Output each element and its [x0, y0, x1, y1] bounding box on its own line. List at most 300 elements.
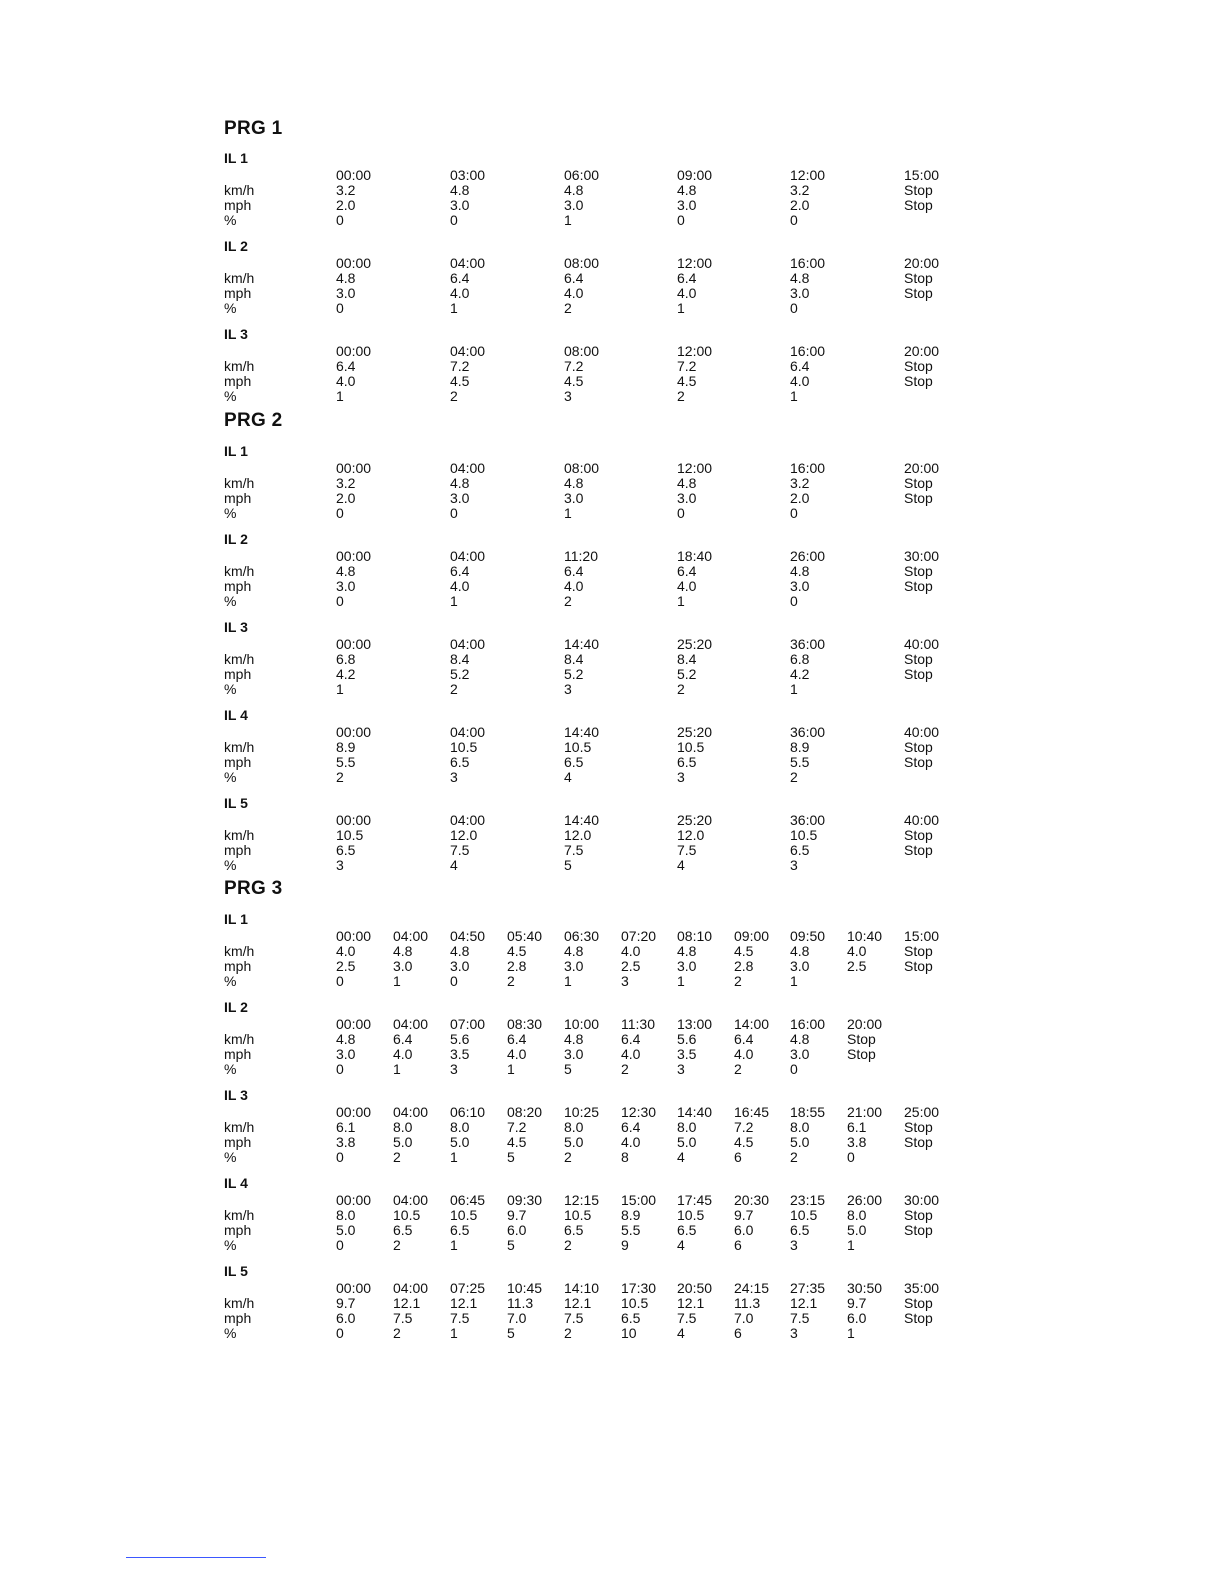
- intensity-level-block: [224, 999, 984, 1087]
- kmh-cell: Stop: [904, 739, 933, 755]
- kmh-cell: 12.1: [393, 1295, 421, 1311]
- row-label: km/h: [224, 563, 255, 579]
- incline-cell: 4: [677, 857, 685, 873]
- mph-cell: 6.0: [734, 1222, 754, 1238]
- mph-cell: 6.5: [790, 1222, 810, 1238]
- incline-cell: 6: [734, 1237, 742, 1253]
- time-cell: 07:20: [621, 928, 657, 944]
- incline-cell: 0: [450, 212, 458, 228]
- kmh-cell: 4.8: [336, 1031, 356, 1047]
- row-label: %: [224, 1237, 237, 1253]
- incline-cell: 4: [677, 1149, 685, 1165]
- kmh-cell: 4.0: [621, 943, 641, 959]
- time-cell: 10:45: [507, 1280, 543, 1296]
- time-cell: 04:00: [450, 343, 486, 359]
- time-cell: 16:00: [790, 460, 826, 476]
- incline-cell: 1: [847, 1237, 855, 1253]
- mph-cell: 4.0: [734, 1046, 754, 1062]
- kmh-cell: 4.5: [507, 943, 527, 959]
- mph-cell: 4.0: [336, 373, 356, 389]
- intensity-level-block: [224, 795, 984, 883]
- time-cell: 04:00: [450, 460, 486, 476]
- kmh-cell: 11.3: [507, 1295, 534, 1311]
- incline-cell: 9: [621, 1237, 629, 1253]
- time-cell: 15:00: [904, 928, 940, 944]
- kmh-cell: 8.9: [790, 739, 810, 755]
- incline-cell: 1: [790, 388, 798, 404]
- intensity-level-block: [224, 707, 984, 795]
- mph-cell: 4.5: [507, 1134, 527, 1150]
- incline-cell: 3: [336, 857, 344, 873]
- kmh-cell: 6.8: [336, 651, 356, 667]
- time-cell: 25:20: [677, 636, 713, 652]
- time-cell: 09:50: [790, 928, 826, 944]
- kmh-cell: 4.8: [790, 563, 810, 579]
- time-cell: 08:00: [564, 460, 600, 476]
- incline-cell: 0: [336, 1325, 344, 1341]
- time-cell: 08:00: [564, 343, 600, 359]
- time-cell: 13:00: [677, 1016, 713, 1032]
- kmh-cell: 4.8: [790, 943, 810, 959]
- row-label: km/h: [224, 827, 255, 843]
- level-title: IL 1: [224, 911, 248, 927]
- incline-cell: 2: [734, 1061, 742, 1077]
- kmh-cell: Stop: [904, 1119, 933, 1135]
- time-cell: 00:00: [336, 548, 372, 564]
- mph-cell: 3.0: [450, 197, 470, 213]
- kmh-cell: Stop: [904, 943, 933, 959]
- mph-cell: Stop: [904, 754, 933, 770]
- kmh-cell: 4.8: [790, 1031, 810, 1047]
- kmh-cell: 4.5: [734, 943, 754, 959]
- incline-cell: 0: [336, 212, 344, 228]
- mph-cell: 3.5: [450, 1046, 470, 1062]
- mph-cell: 3.0: [450, 490, 470, 506]
- time-cell: 00:00: [336, 1192, 372, 1208]
- time-cell: 06:10: [450, 1104, 486, 1120]
- mph-cell: 4.0: [450, 285, 470, 301]
- mph-cell: Stop: [904, 285, 933, 301]
- incline-cell: 1: [393, 1061, 401, 1077]
- kmh-cell: 6.4: [507, 1031, 527, 1047]
- row-label: %: [224, 505, 237, 521]
- mph-cell: 6.5: [450, 754, 470, 770]
- kmh-cell: 10.5: [790, 1207, 818, 1223]
- incline-cell: 1: [564, 212, 572, 228]
- time-cell: 00:00: [336, 724, 372, 740]
- incline-cell: 2: [393, 1325, 401, 1341]
- time-cell: 15:00: [621, 1192, 657, 1208]
- mph-cell: 3.0: [564, 490, 584, 506]
- row-label: mph: [224, 842, 252, 858]
- time-cell: 08:10: [677, 928, 713, 944]
- mph-cell: 7.5: [790, 1310, 810, 1326]
- kmh-cell: 9.7: [336, 1295, 356, 1311]
- mph-cell: 3.0: [790, 1046, 810, 1062]
- incline-cell: 0: [336, 300, 344, 316]
- time-cell: 03:00: [450, 167, 486, 183]
- kmh-cell: 7.2: [507, 1119, 527, 1135]
- time-cell: 18:55: [790, 1104, 826, 1120]
- kmh-cell: 10.5: [564, 1207, 592, 1223]
- kmh-cell: 3.2: [790, 475, 810, 491]
- mph-cell: 2.0: [790, 197, 810, 213]
- time-cell: 06:30: [564, 928, 600, 944]
- row-label: km/h: [224, 270, 255, 286]
- kmh-cell: 6.1: [847, 1119, 867, 1135]
- time-cell: 18:40: [677, 548, 713, 564]
- time-cell: 12:30: [621, 1104, 657, 1120]
- mph-cell: Stop: [904, 1222, 933, 1238]
- level-title: IL 2: [224, 238, 248, 254]
- kmh-cell: Stop: [904, 182, 933, 198]
- incline-cell: 5: [507, 1237, 515, 1253]
- mph-cell: 4.0: [564, 285, 584, 301]
- time-cell: 24:15: [734, 1280, 770, 1296]
- level-title: IL 3: [224, 326, 248, 342]
- kmh-cell: Stop: [904, 651, 933, 667]
- time-cell: 14:00: [734, 1016, 770, 1032]
- kmh-cell: 4.8: [450, 475, 470, 491]
- row-label: %: [224, 973, 237, 989]
- time-cell: 12:00: [677, 255, 713, 271]
- time-cell: 20:00: [904, 343, 940, 359]
- kmh-cell: 8.9: [336, 739, 356, 755]
- mph-cell: 3.0: [336, 1046, 356, 1062]
- row-label: %: [224, 212, 237, 228]
- time-cell: 14:10: [564, 1280, 600, 1296]
- time-cell: 10:25: [564, 1104, 600, 1120]
- incline-cell: 4: [677, 1325, 685, 1341]
- time-cell: 27:35: [790, 1280, 826, 1296]
- mph-cell: 6.5: [790, 842, 810, 858]
- incline-cell: 5: [564, 1061, 572, 1077]
- time-cell: 00:00: [336, 928, 372, 944]
- row-label: %: [224, 857, 237, 873]
- kmh-cell: 8.4: [677, 651, 697, 667]
- kmh-cell: 6.4: [393, 1031, 413, 1047]
- mph-cell: 2.0: [336, 197, 356, 213]
- kmh-cell: 10.5: [450, 1207, 478, 1223]
- level-title: IL 2: [224, 999, 248, 1015]
- time-cell: 04:00: [393, 1280, 429, 1296]
- incline-cell: 2: [790, 769, 798, 785]
- incline-cell: 8: [621, 1149, 629, 1165]
- mph-cell: 4.0: [393, 1046, 413, 1062]
- incline-cell: 1: [790, 973, 798, 989]
- incline-cell: 0: [790, 1061, 798, 1077]
- kmh-cell: 8.0: [564, 1119, 584, 1135]
- incline-cell: 4: [450, 857, 458, 873]
- mph-cell: 2.8: [507, 958, 527, 974]
- incline-cell: 0: [790, 593, 798, 609]
- intensity-level-block: [224, 619, 984, 707]
- time-cell: 14:40: [564, 636, 600, 652]
- incline-cell: 0: [677, 212, 685, 228]
- kmh-cell: 4.0: [847, 943, 867, 959]
- incline-cell: 2: [564, 1237, 572, 1253]
- kmh-cell: 10.5: [564, 739, 592, 755]
- time-cell: 20:50: [677, 1280, 713, 1296]
- kmh-cell: 8.9: [621, 1207, 641, 1223]
- footer-link-underline: [126, 1557, 266, 1558]
- program-title: PRG 1: [224, 118, 283, 139]
- kmh-cell: 6.4: [564, 563, 584, 579]
- row-label: mph: [224, 1046, 252, 1062]
- time-cell: 40:00: [904, 724, 940, 740]
- incline-cell: 1: [564, 973, 572, 989]
- mph-cell: 2.5: [621, 958, 641, 974]
- kmh-cell: 9.7: [507, 1207, 527, 1223]
- mph-cell: 4.5: [734, 1134, 754, 1150]
- mph-cell: 5.0: [336, 1222, 356, 1238]
- kmh-cell: 4.8: [393, 943, 413, 959]
- time-cell: 08:00: [564, 255, 600, 271]
- mph-cell: 7.5: [564, 1310, 584, 1326]
- mph-cell: 2.5: [336, 958, 356, 974]
- kmh-cell: 10.5: [336, 827, 364, 843]
- kmh-cell: 7.2: [450, 358, 470, 374]
- mph-cell: 4.5: [450, 373, 470, 389]
- incline-cell: 5: [507, 1149, 515, 1165]
- time-cell: 15:00: [904, 167, 940, 183]
- kmh-cell: 6.4: [336, 358, 356, 374]
- incline-cell: 0: [790, 300, 798, 316]
- time-cell: 26:00: [847, 1192, 883, 1208]
- kmh-cell: 6.4: [621, 1119, 641, 1135]
- time-cell: 36:00: [790, 636, 826, 652]
- time-cell: 06:00: [564, 167, 600, 183]
- time-cell: 21:00: [847, 1104, 883, 1120]
- mph-cell: 4.0: [564, 578, 584, 594]
- mph-cell: Stop: [847, 1046, 876, 1062]
- time-cell: 04:00: [393, 1192, 429, 1208]
- level-title: IL 4: [224, 707, 248, 723]
- time-cell: 04:00: [450, 812, 486, 828]
- row-label: mph: [224, 373, 252, 389]
- kmh-cell: 10.5: [450, 739, 478, 755]
- mph-cell: 4.0: [621, 1134, 641, 1150]
- incline-cell: 1: [450, 300, 458, 316]
- intensity-level-block: [224, 443, 984, 531]
- incline-cell: 2: [734, 973, 742, 989]
- kmh-cell: 10.5: [393, 1207, 421, 1223]
- level-title: IL 3: [224, 619, 248, 635]
- time-cell: 16:00: [790, 343, 826, 359]
- kmh-cell: 4.8: [677, 475, 697, 491]
- incline-cell: 2: [677, 388, 685, 404]
- time-cell: 04:00: [450, 636, 486, 652]
- incline-cell: 3: [450, 1061, 458, 1077]
- mph-cell: 4.0: [677, 578, 697, 594]
- kmh-cell: 12.1: [677, 1295, 705, 1311]
- mph-cell: 7.5: [393, 1310, 413, 1326]
- mph-cell: 5.0: [790, 1134, 810, 1150]
- incline-cell: 3: [450, 769, 458, 785]
- kmh-cell: 4.8: [790, 270, 810, 286]
- intensity-level-block: [224, 911, 984, 999]
- kmh-cell: Stop: [904, 358, 933, 374]
- kmh-cell: 12.0: [450, 827, 478, 843]
- time-cell: 23:15: [790, 1192, 826, 1208]
- time-cell: 30:50: [847, 1280, 883, 1296]
- program-title: PRG 3: [224, 878, 283, 899]
- kmh-cell: Stop: [904, 563, 933, 579]
- time-cell: 25:00: [904, 1104, 940, 1120]
- kmh-cell: 10.5: [677, 739, 705, 755]
- kmh-cell: Stop: [904, 475, 933, 491]
- incline-cell: 1: [450, 1237, 458, 1253]
- row-label: %: [224, 1061, 237, 1077]
- kmh-cell: 4.8: [336, 270, 356, 286]
- time-cell: 35:00: [904, 1280, 940, 1296]
- mph-cell: 3.8: [847, 1134, 867, 1150]
- mph-cell: 3.8: [336, 1134, 356, 1150]
- kmh-cell: Stop: [904, 270, 933, 286]
- mph-cell: 4.0: [677, 285, 697, 301]
- incline-cell: 5: [507, 1325, 515, 1341]
- incline-cell: 0: [450, 505, 458, 521]
- row-label: mph: [224, 490, 252, 506]
- kmh-cell: 10.5: [621, 1295, 649, 1311]
- level-title: IL 5: [224, 795, 248, 811]
- mph-cell: 5.0: [847, 1222, 867, 1238]
- incline-cell: 1: [564, 505, 572, 521]
- mph-cell: 7.5: [450, 842, 470, 858]
- kmh-cell: 12.0: [677, 827, 705, 843]
- kmh-cell: 5.6: [677, 1031, 697, 1047]
- mph-cell: 3.0: [790, 578, 810, 594]
- intensity-level-block: [224, 1087, 984, 1175]
- mph-cell: 3.0: [564, 958, 584, 974]
- mph-cell: Stop: [904, 197, 933, 213]
- incline-cell: 2: [564, 593, 572, 609]
- incline-cell: 3: [621, 973, 629, 989]
- kmh-cell: 12.0: [564, 827, 592, 843]
- kmh-cell: 8.0: [450, 1119, 470, 1135]
- incline-cell: 2: [450, 388, 458, 404]
- kmh-cell: Stop: [904, 1295, 933, 1311]
- row-label: mph: [224, 285, 252, 301]
- row-label: km/h: [224, 1295, 255, 1311]
- mph-cell: 3.0: [677, 490, 697, 506]
- kmh-cell: 6.4: [734, 1031, 754, 1047]
- kmh-cell: 4.8: [564, 182, 584, 198]
- mph-cell: 5.2: [450, 666, 470, 682]
- kmh-cell: 4.8: [336, 563, 356, 579]
- kmh-cell: 7.2: [677, 358, 697, 374]
- mph-cell: Stop: [904, 1134, 933, 1150]
- incline-cell: 10: [621, 1325, 637, 1341]
- intensity-level-block: [224, 1263, 984, 1351]
- kmh-cell: 6.1: [336, 1119, 356, 1135]
- time-cell: 10:40: [847, 928, 883, 944]
- time-cell: 26:00: [790, 548, 826, 564]
- row-label: %: [224, 1149, 237, 1165]
- mph-cell: Stop: [904, 666, 933, 682]
- time-cell: 16:00: [790, 1016, 826, 1032]
- time-cell: 09:00: [734, 928, 770, 944]
- kmh-cell: 8.0: [336, 1207, 356, 1223]
- intensity-level-block: [224, 531, 984, 619]
- time-cell: 40:00: [904, 812, 940, 828]
- kmh-cell: 4.8: [564, 1031, 584, 1047]
- time-cell: 04:00: [450, 724, 486, 740]
- kmh-cell: 11.3: [734, 1295, 761, 1311]
- mph-cell: 6.0: [847, 1310, 867, 1326]
- incline-cell: 0: [790, 212, 798, 228]
- incline-cell: 3: [564, 681, 572, 697]
- mph-cell: 6.5: [393, 1222, 413, 1238]
- row-label: %: [224, 769, 237, 785]
- incline-cell: 2: [450, 681, 458, 697]
- kmh-cell: 7.2: [564, 358, 584, 374]
- kmh-cell: 4.0: [336, 943, 356, 959]
- mph-cell: 7.5: [677, 842, 697, 858]
- incline-cell: 2: [507, 973, 515, 989]
- kmh-cell: 8.0: [790, 1119, 810, 1135]
- time-cell: 00:00: [336, 1016, 372, 1032]
- incline-cell: 1: [507, 1061, 515, 1077]
- level-title: IL 1: [224, 443, 248, 459]
- level-title: IL 2: [224, 531, 248, 547]
- time-cell: 20:00: [904, 460, 940, 476]
- incline-cell: 0: [336, 505, 344, 521]
- mph-cell: Stop: [904, 1310, 933, 1326]
- time-cell: 09:30: [507, 1192, 543, 1208]
- time-cell: 25:20: [677, 812, 713, 828]
- incline-cell: 0: [450, 973, 458, 989]
- time-cell: 25:20: [677, 724, 713, 740]
- mph-cell: 3.0: [336, 578, 356, 594]
- kmh-cell: Stop: [904, 827, 933, 843]
- time-cell: 20:30: [734, 1192, 770, 1208]
- incline-cell: 0: [847, 1149, 855, 1165]
- mph-cell: 4.0: [621, 1046, 641, 1062]
- mph-cell: 3.0: [564, 197, 584, 213]
- kmh-cell: 4.8: [677, 182, 697, 198]
- kmh-cell: 9.7: [734, 1207, 754, 1223]
- mph-cell: 7.5: [450, 1310, 470, 1326]
- mph-cell: 5.2: [677, 666, 697, 682]
- kmh-cell: 4.8: [677, 943, 697, 959]
- mph-cell: 7.5: [564, 842, 584, 858]
- row-label: mph: [224, 197, 252, 213]
- row-label: %: [224, 1325, 237, 1341]
- time-cell: 00:00: [336, 460, 372, 476]
- mph-cell: 6.5: [336, 842, 356, 858]
- incline-cell: 0: [336, 1149, 344, 1165]
- kmh-cell: 7.2: [734, 1119, 754, 1135]
- time-cell: 30:00: [904, 548, 940, 564]
- incline-cell: 1: [677, 593, 685, 609]
- level-title: IL 3: [224, 1087, 248, 1103]
- intensity-level-block: [224, 238, 984, 326]
- mph-cell: 2.0: [790, 490, 810, 506]
- kmh-cell: 3.2: [336, 182, 356, 198]
- mph-cell: 3.0: [790, 958, 810, 974]
- time-cell: 04:00: [450, 255, 486, 271]
- time-cell: 06:45: [450, 1192, 486, 1208]
- mph-cell: 3.5: [677, 1046, 697, 1062]
- time-cell: 04:00: [393, 1016, 429, 1032]
- row-label: mph: [224, 1134, 252, 1150]
- time-cell: 00:00: [336, 255, 372, 271]
- kmh-cell: 12.1: [564, 1295, 592, 1311]
- mph-cell: 2.0: [336, 490, 356, 506]
- incline-cell: 1: [677, 300, 685, 316]
- mph-cell: Stop: [904, 578, 933, 594]
